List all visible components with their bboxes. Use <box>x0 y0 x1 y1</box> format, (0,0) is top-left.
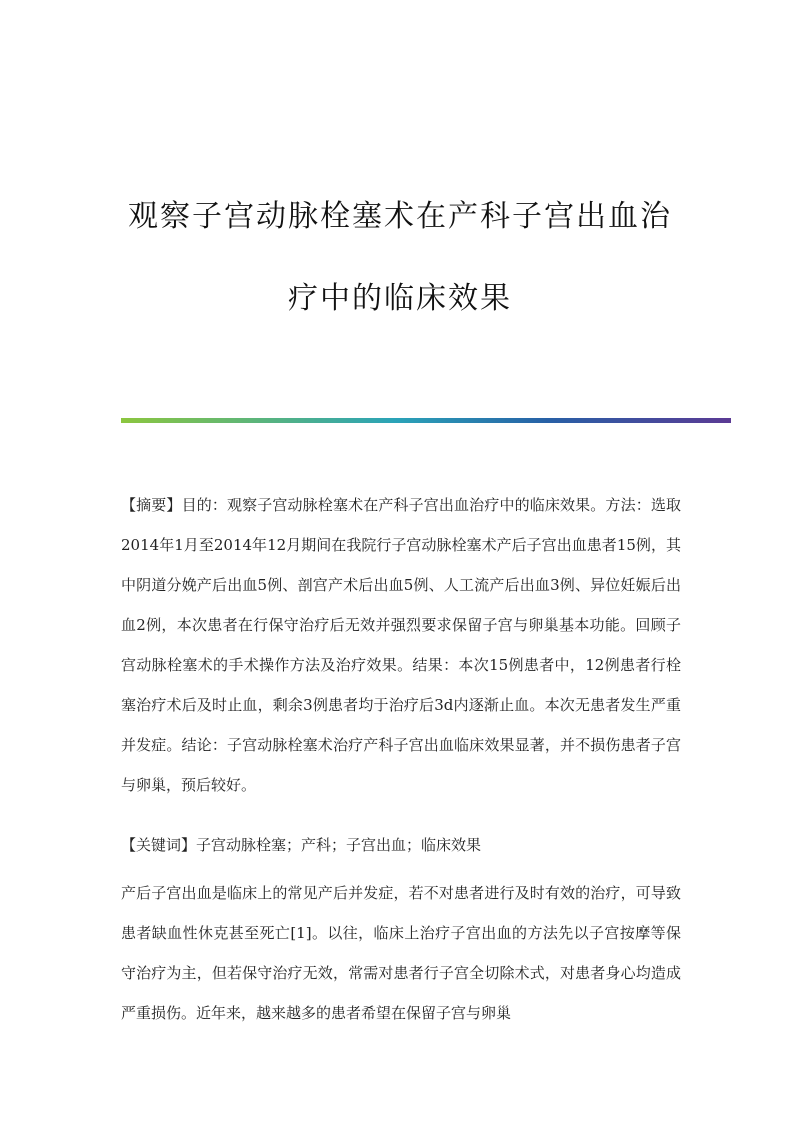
keywords-paragraph <box>121 825 681 865</box>
intro-paragraph: 产后子宫出血是临床上的常见产后并发症，若不对患者进行及时有效的治疗，可导致患者缺血性休克甚至死亡[1]。以往，临床上治疗子宫出血的方法先以子宫按摩等保守治疗为主，但若保守治疗无效，常需对患者行子宫全切除术式，对患者身心均造成严重损伤。近年来，越来越多的患者希望在保留子宫与卵巢 <box>121 884 681 1022</box>
title-divider <box>121 418 731 423</box>
abstract-paragraph <box>121 485 681 805</box>
page-title-line-2: 疗中的临床效果 <box>288 281 512 316</box>
keywords-text: 子宫动脉栓塞；产科；子宫出血；临床效果 <box>196 836 482 854</box>
abstract-text: 目的：观察子宫动脉栓塞术在产科子宫出血治疗中的临床效果。方法：选取2014年1月至2014年12月期间在我院行子宫动脉栓塞术产后子宫出血患者15例，其中阴道分娩产后出血5例、剖宫产术后出血5例、人工流产后出血3例、异位妊娠后出血2例，本次患者在行保守治疗后无效并强烈要求保留子宫与卵巢基本功能。回顾子宫动脉栓塞术的手术操作方法及治疗效果。结果：本次15例患者中，12例患者行栓塞治疗术后及时止血，剩余3例患者均于治疗后3d内逐渐止血。本次无患者发生严重并发症。结论：子宫动脉栓塞术治疗产科子宫出血临床效果显著，并不损伤患者子宫与卵巢，预后较好。 <box>121 496 681 794</box>
page-title-line-1: 观察子宫动脉栓塞术在产科子宫出血治 <box>128 199 672 234</box>
keywords-label: 【关键词】 <box>121 836 197 854</box>
abstract-label: 【摘要】 <box>121 496 182 514</box>
